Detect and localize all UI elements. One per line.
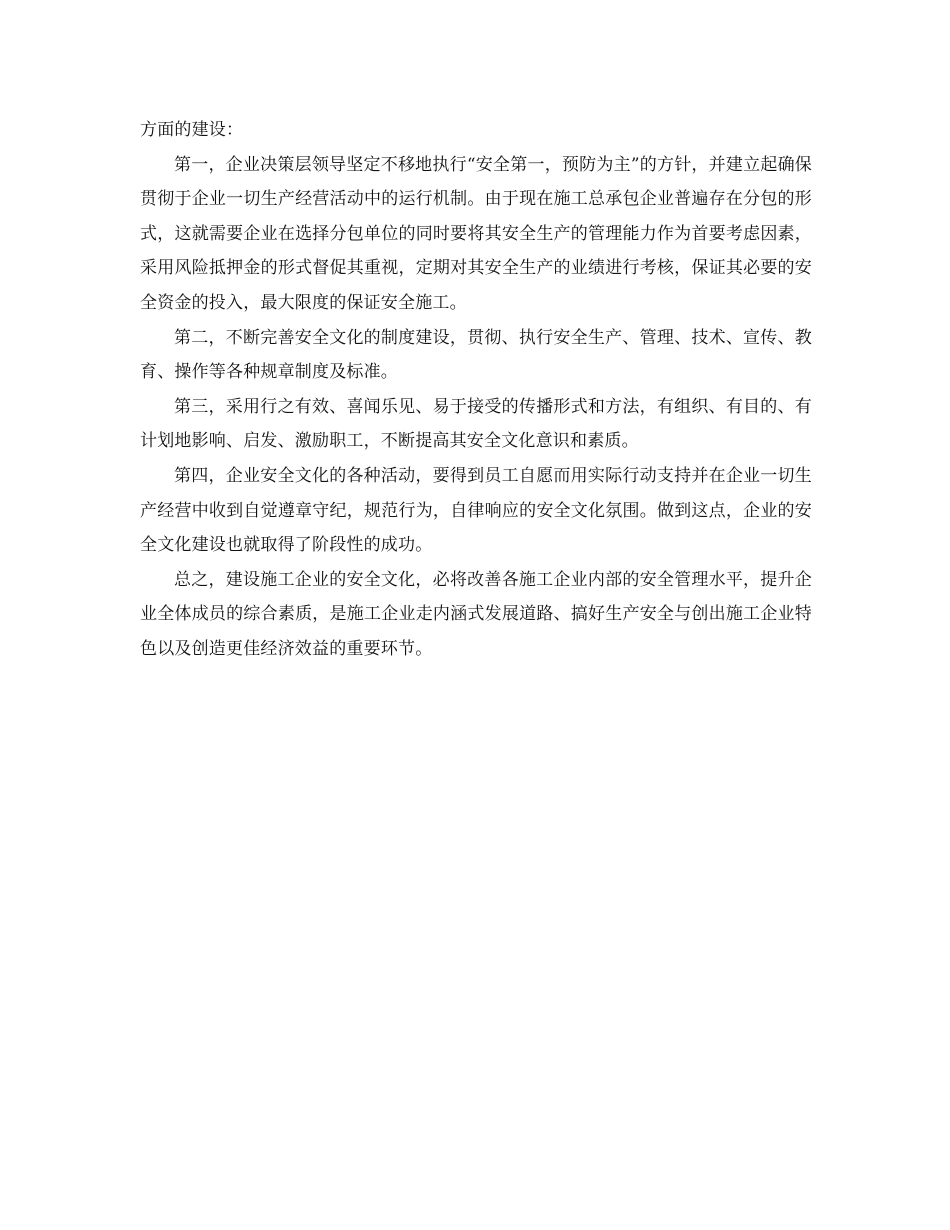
paragraph-fourth: 第四，企业安全文化的各种活动，要得到员工自愿而用实际行动支持并在企业一切生产经营中收到自觉遵章守纪，规范行为，自律响应的安全文化氛围。做到这点，企业的安全文化建设也就取得了阶段性的成功。 [140, 465, 812, 556]
paragraph-continuation: 方面的建设： [140, 120, 244, 140]
paragraph-third: 第三，采用行之有效、喜闻乐见、易于接受的传播形式和方法，有组织、有目的、有计划地影响、启发、激励职工，不断提高其安全文化意识和素质。 [140, 396, 812, 452]
paragraph-conclusion: 总之，建设施工企业的安全文化，必将改善各施工企业内部的安全管理水平，提升企业全体成员的综合素质，是施工企业走内涵式发展道路、搞好生产安全与创出施工企业特色以及创造更佳经济效益的重要环节。 [140, 569, 812, 659]
paragraph-second: 第二，不断完善安全文化的制度建设，贯彻、执行安全生产、管理、技术、宣传、教育、操作等各种规章制度及标准。 [140, 327, 812, 383]
paragraph-first: 第一，企业决策层领导坚定不移地执行“安全第一，预防为主”的方针，并建立起确保贯彻于企业一切生产经营活动中的运行机制。由于现在施工总承包企业普遍存在分包的形式，这就需要企业在选择分包单位的同时要将其安全生产的管理能力作为首要考虑因素，采用风险抵押金的形式督促其重视，定期对其安全生产的业绩进行考核，保证其必要的安全资金的投入，最大限度的保证安全施工。 [140, 154, 812, 313]
document-body [140, 113, 812, 667]
